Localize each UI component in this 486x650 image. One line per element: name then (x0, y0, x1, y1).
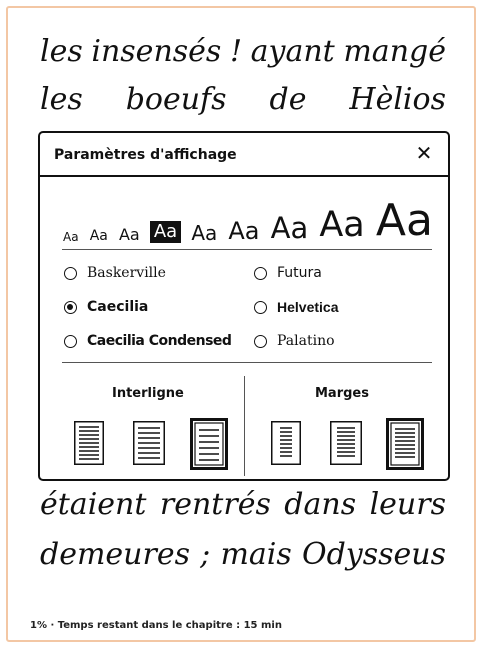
word: demeures (40, 537, 190, 572)
margins-title: Marges (315, 386, 369, 401)
word: boeufs (125, 82, 227, 117)
font-option-palatino[interactable] (254, 333, 335, 349)
word: dans (284, 487, 357, 522)
font-option-label: Palatino (277, 333, 335, 349)
font-option-helvetica[interactable] (254, 299, 338, 315)
font-option-baskerville[interactable] (64, 265, 166, 281)
font-size-option-8[interactable]: Aa (319, 205, 365, 245)
font-size-selector (62, 189, 434, 246)
word: insensés (91, 34, 222, 69)
word: mangé (343, 34, 446, 69)
margin-option-1[interactable] (271, 421, 301, 469)
line-spacing-small-icon (74, 421, 104, 465)
font-size-option-4[interactable]: Aa (150, 221, 181, 243)
close-icon[interactable]: ✕ (415, 141, 433, 165)
font-size-option-3[interactable]: Aa (118, 225, 140, 244)
word: ! (229, 34, 242, 69)
margin-option-2[interactable] (330, 421, 362, 469)
word: ; (200, 537, 211, 572)
font-size-option-1[interactable]: Aa (63, 230, 79, 244)
divider (62, 362, 432, 363)
line-spacing-option-3[interactable] (190, 418, 228, 474)
word: les (40, 82, 83, 117)
font-size-option-2[interactable]: Aa (89, 228, 108, 244)
reading-line-2 (40, 82, 446, 117)
reading-progress-status: 1% · Temps restant dans le chapitre : 15 min (30, 620, 282, 631)
display-settings-dialog (38, 131, 450, 481)
reading-line-3 (40, 487, 446, 522)
font-size-option-6[interactable]: Aa (228, 217, 260, 245)
reading-line-4 (40, 537, 446, 572)
margin-small-icon (271, 421, 301, 465)
margin-option-3[interactable] (386, 418, 424, 474)
radio-button[interactable] (64, 267, 77, 280)
radio-button[interactable] (64, 335, 77, 348)
font-option-label: Helvetica (277, 299, 339, 315)
vertical-divider (244, 376, 245, 476)
word: ayant (250, 34, 335, 69)
font-option-label: Caecilia Condensed (87, 333, 232, 349)
radio-button[interactable] (254, 301, 267, 314)
line-spacing-medium-icon (133, 421, 165, 465)
dialog-header (40, 133, 448, 177)
word: de (269, 82, 307, 117)
line-spacing-option-1[interactable] (74, 421, 104, 469)
font-option-caecilia-condensed[interactable] (64, 333, 231, 349)
font-option-caecilia[interactable] (64, 299, 148, 315)
font-option-label: Baskerville (87, 265, 166, 281)
dialog-title: Paramètres d'affichage (54, 147, 237, 163)
font-size-option-9[interactable]: Aa (375, 195, 433, 246)
word: les (40, 34, 83, 69)
font-option-label: Futura (277, 265, 322, 281)
word: leurs (369, 487, 446, 522)
word: mais (220, 537, 292, 572)
radio-button[interactable] (254, 335, 267, 348)
reading-line-1 (40, 34, 446, 69)
margin-medium-icon (330, 421, 362, 465)
line-spacing-option-2[interactable] (133, 421, 165, 469)
font-option-label: Caecilia (87, 299, 149, 315)
font-size-option-5[interactable]: Aa (191, 221, 218, 245)
line-spacing-large-icon (190, 418, 228, 470)
word: rentrés (159, 487, 271, 522)
margin-large-icon (386, 418, 424, 470)
word: Odysseus (301, 537, 446, 572)
radio-button[interactable] (254, 267, 267, 280)
font-option-futura[interactable] (254, 265, 322, 281)
radio-button[interactable] (64, 301, 77, 314)
word: Hèlios (349, 82, 446, 117)
line-spacing-title: Interligne (112, 386, 184, 401)
divider (62, 249, 432, 250)
font-size-option-7[interactable]: Aa (270, 211, 309, 245)
word: étaient (40, 487, 147, 522)
font-family-selector (64, 265, 424, 355)
